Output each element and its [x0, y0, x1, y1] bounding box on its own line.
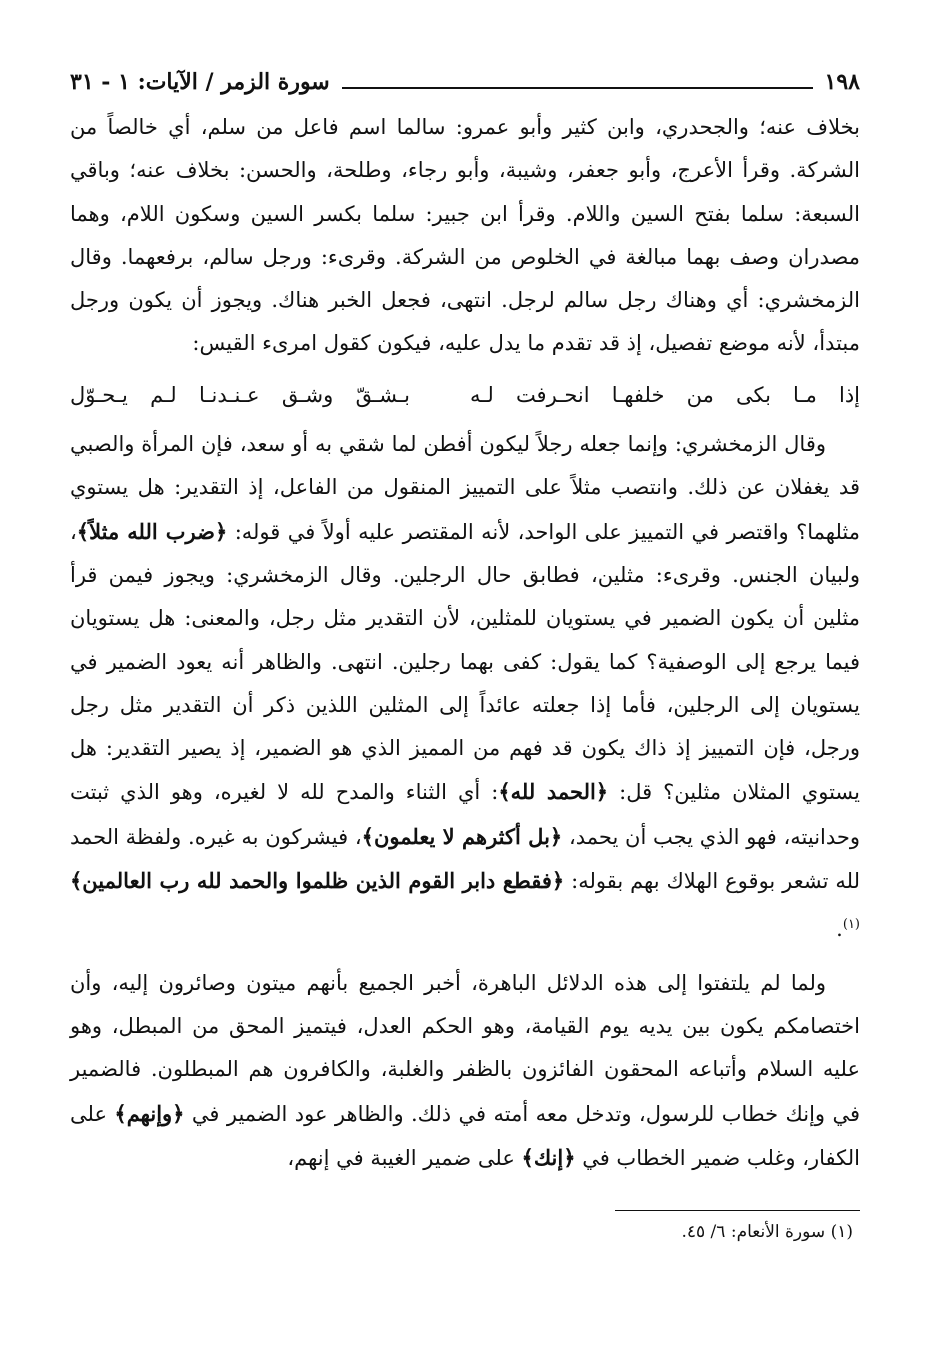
verse-first-hemistich: إذا مـا بكى من خلفهـا انحـرفت لـه: [470, 382, 860, 407]
paragraph-2-text-a: وقال الزمخشري: وإنما جعله رجلاً ليكون أفطن لما شقي به أو سعد، فإن المرأة والصبي قد يغفلان عن ذلك. وانتصب مثلاً على التمييز المنقول من الفاعل، إذ التقدير: هل يستوي مثلهما؟ واقتصر في التمييز على الواحد، لأنه المقتصر عليه أولاً في قوله:: [70, 432, 860, 544]
paragraph-2-text-d: ، فيشركون به غيره. ولفظة الحمد لله تشعر بوقوع الهلاك بهم بقوله:: [70, 824, 860, 894]
paragraph-3-text-c: على ضمير الغيبة في إنهم،: [287, 1145, 522, 1170]
verse-second-hemistich: بـشـقّ وشـق عـنـدنـا لـم يـحـوّل: [70, 382, 410, 407]
page-header: [70, 62, 860, 102]
quran-quote-2: ﴿الحمد لله﴾: [498, 779, 609, 805]
quran-quote-3: ﴿بل أكثرهم لا يعلمون﴾: [361, 823, 563, 849]
footnote-separator: [615, 1210, 860, 1211]
footnote-reference: (١): [842, 917, 860, 933]
quran-quote-1: ﴿ضرب الله مثلاً﴾: [76, 518, 228, 544]
running-title: سورة الزمر / الآيات: ١ - ٣١: [70, 69, 330, 95]
body-text: [70, 106, 860, 366]
paragraph-3: [70, 962, 860, 1180]
paragraph-3-text-a: ولما لم يلتفتوا إلى هذه الدلائل الباهرة، أخبر الجميع بأنهم ميتون وصائرون إليه، وأن اختصامكم يكون بين يديه يوم القيامة، وهو الحكم العدل، فيتميز المحق من المبطل، وهو عليه السلام وأتباعه المحقون الفائزون بالظفر والغلبة، والكافرون هم المبطلون. فالضمير في وإنك خطاب للرسول، وتدخل معه أمته في ذلك. والظاهر عود الضمير في: [70, 970, 860, 1126]
poetry-verse: [70, 374, 860, 417]
paragraph-2-text-c: : أي الثناء والمدح لله لا لغيره، وهو الذي ثبتت وحدانيته، فهو الذي يجب أن يحمد،: [70, 780, 861, 849]
page: [70, 62, 860, 1180]
paragraph-1: بخلاف عنه؛ والجحدري، وابن كثير وأبو عمرو: سالما اسم فاعل من سلم، أي خالصاً من الشركة. وقرأ الأعرج، وأبو جعفر، وشيبة، وأبو رجاء، وطلحة، والحسن: بخلاف عنه؛ وباقي السبعة: سلما بفتح السين واللام. وقرأ ابن جبير: سلما بكسر السين وسكون اللام، وهما مصدران وصف بهما مبالغة في الخلوص من الشركة. وقرىء: ورجل سالم، برفعهما. وقال الزمخشري: أي وهناك رجل سالم لرجل. انتهى، فجعل الخبر هناك. ويجوز أن يكون ورجل مبتدأ، لأنه موضع تفصيل، إذ قد تقدم ما يدل عليه، فيكون كقول امرىء القيس:: [70, 115, 860, 356]
page-number: ١٩٨: [824, 69, 860, 95]
quran-quote-6: ﴿إنك﴾: [521, 1144, 576, 1170]
paragraph-2: [70, 423, 860, 952]
quran-quote-4: ﴿فقطع دابر القوم الذين ظلموا والحمد لله رب العالمين﴾: [70, 868, 565, 894]
paragraph-2-end: .: [836, 917, 843, 942]
paragraph-3-text-b: على الكفار، وغلب ضمير الخطاب في: [70, 1101, 860, 1170]
footnote: (١) سورة الأنعام: ٦/ ٤٥.: [681, 1222, 853, 1242]
header-rule: [342, 87, 813, 89]
quran-quote-5: ﴿وإنهم﴾: [114, 1100, 185, 1126]
paragraph-2-text-b: ، ولبيان الجنس. وقرىء: مثلين، فطابق حال الرجلين. وقال الزمخشري: ويجوز فيمن قرأ مثلين أن يكون الضمير في يستويان للمثلين، لأن التقدير مثل رجل، والمعنى: هل يستويان فيما يرجع إلى الوصفية؟ كما يقول: كفى بهما رجلين. انتهى. والظاهر أنه يعود الضمير في يستويان إلى الرجلين، فأما إذا جعلته عائداً إلى المثلين اللذين ذكر أن التقدير مثل رجل ورجل، فإن التمييز إذ ذاك يكون قد فهم من المميز الذي هو الضمير، إذ يصير التقدير: هل يستوي المثلان مثلين؟ قل:: [70, 519, 860, 805]
body-text-continued: [70, 423, 860, 1180]
